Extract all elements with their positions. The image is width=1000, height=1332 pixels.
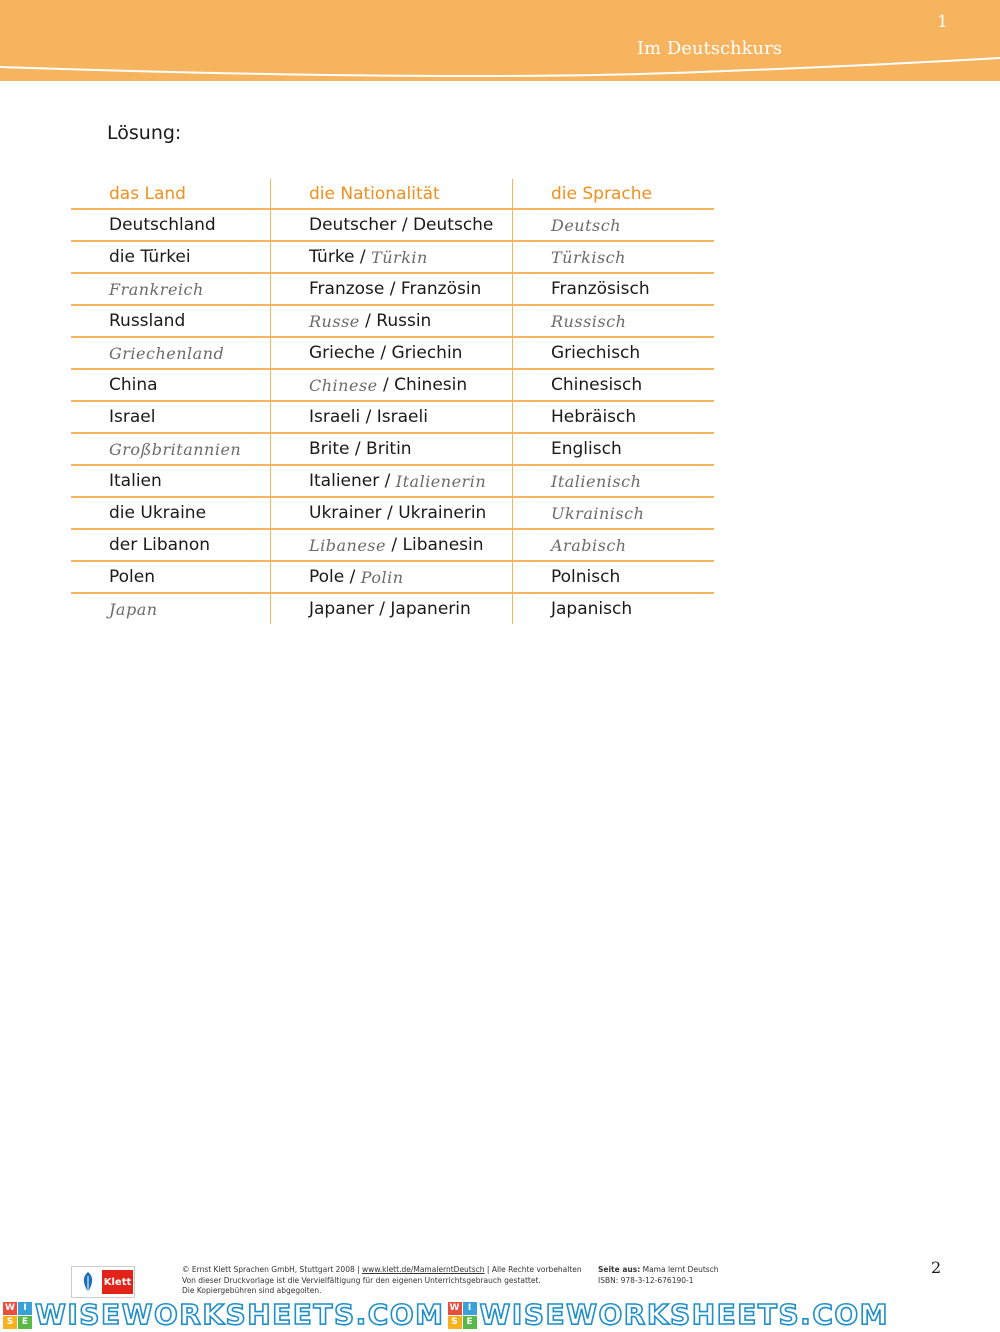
table-row [71, 498, 714, 530]
language-value: Chinesisch [551, 375, 643, 395]
copyright-link[interactable]: www.klett.de/MamalerntDeutsch [362, 1265, 485, 1274]
language-value: Italienisch [551, 471, 642, 491]
cell-land [71, 306, 271, 336]
land-value: Polen [109, 567, 156, 587]
cell-nationality [271, 434, 513, 464]
copyright-line-3: Die Kopiergebühren sind abgegolten. [182, 1286, 322, 1295]
nationality-masculine: Grieche [309, 343, 375, 363]
land-value: die Türkei [109, 247, 191, 267]
nationality-feminine: Deutsche [412, 215, 494, 235]
table-row [71, 242, 714, 274]
nationality-feminine: Libanesin [402, 535, 484, 555]
land-value: die Ukraine [109, 503, 207, 523]
column-header-language: die Sprache [551, 183, 652, 204]
land-value: der Libanon [109, 535, 210, 555]
table-row [71, 370, 714, 402]
cell-land [71, 562, 271, 592]
nationality-separator: / [344, 567, 361, 587]
land-value: Deutschland [109, 215, 216, 235]
nationality-feminine: Französin [400, 279, 482, 299]
cell-nationality [271, 210, 513, 240]
source-title: Mama lernt Deutsch [640, 1265, 719, 1274]
nationality-feminine: Japanerin [390, 599, 471, 619]
cell-land [71, 242, 271, 272]
language-value: Japanisch [551, 599, 633, 619]
land-value: Griechenland [109, 343, 225, 363]
cell-land [71, 498, 271, 528]
nationality-feminine: Polin [360, 567, 404, 587]
nationality-feminine: Ukrainerin [398, 503, 487, 523]
cell-nationality [271, 338, 513, 368]
nationality-masculine: Deutscher [309, 215, 397, 235]
cell-nationality [271, 466, 513, 496]
cell-land [71, 338, 271, 368]
nationality-separator: / [377, 375, 395, 395]
cell-nationality [271, 594, 513, 624]
table-row [71, 402, 714, 434]
table-row [71, 530, 714, 562]
table-row [71, 274, 714, 306]
cell-language [513, 274, 714, 304]
language-value: Ukrainisch [551, 503, 645, 523]
cell-language [513, 306, 714, 336]
cell-language [513, 402, 714, 432]
nationality-masculine: Chinese [309, 375, 378, 395]
watermark-block [0, 1300, 445, 1330]
cell-nationality [271, 274, 513, 304]
cell-language [513, 210, 714, 240]
nationality-table [71, 179, 714, 624]
watermark-cubes-icon: W I S E [3, 1302, 32, 1329]
cell-nationality [271, 402, 513, 432]
nationality-separator: / [379, 471, 396, 491]
table-row [71, 594, 714, 624]
cell-land [71, 210, 271, 240]
cell-language [513, 466, 714, 496]
language-value: Französisch [551, 279, 650, 299]
nationality-separator: / [359, 311, 377, 331]
nationality-feminine: Chinesin [394, 375, 468, 395]
copyright-prefix: © Ernst Klett Sprachen GmbH, Stuttgart 2008 | [182, 1265, 363, 1274]
nationality-separator: / [360, 407, 377, 427]
cell-nationality [271, 306, 513, 336]
table-row [71, 338, 714, 370]
footer-source [598, 1265, 719, 1286]
cell-language [513, 242, 714, 272]
nationality-feminine: Italienerin [395, 471, 487, 491]
nationality-feminine: Russin [376, 311, 432, 331]
cell-nationality [271, 242, 513, 272]
nationality-masculine: Israeli [309, 407, 361, 427]
copyright-line-2: Von dieser Druckvorlage ist die Vervielfältigung für den eigenen Unterrichtsgebrauch gestattet. [182, 1275, 541, 1285]
cell-land [71, 434, 271, 464]
cell-nationality [271, 562, 513, 592]
copyright-suffix: | Alle Rechte vorbehalten [484, 1265, 582, 1274]
nationality-masculine: Türke [309, 247, 355, 267]
column-header-nationality: die Nationalität [271, 179, 513, 208]
watermark-cubes-icon: W I S E [448, 1302, 477, 1329]
klett-logo-text: Klett [102, 1270, 133, 1294]
cell-nationality [271, 370, 513, 400]
source-label: Seite aus: [598, 1265, 641, 1274]
land-value: Großbritannien [109, 439, 242, 459]
cell-land [71, 594, 271, 624]
solution-heading: Lösung: [107, 122, 182, 144]
nationality-masculine: Brite [309, 439, 350, 459]
nationality-masculine: Italiener [309, 471, 380, 491]
land-value: Italien [109, 471, 162, 491]
footer-copyright [182, 1265, 582, 1297]
nationality-masculine: Russe [309, 311, 360, 331]
cell-language [513, 338, 714, 368]
cell-land [71, 530, 271, 560]
nationality-separator: / [381, 503, 399, 523]
table-row [71, 562, 714, 594]
header-page-number: 1 [937, 12, 948, 32]
cell-land [71, 402, 271, 432]
watermark-banner [0, 1298, 1000, 1332]
klett-leaf-icon [77, 1270, 99, 1294]
table-row [71, 306, 714, 338]
source-isbn: ISBN: 978-3-12-676190-1 [598, 1275, 694, 1285]
land-value: China [109, 375, 158, 395]
footer-page-number: 2 [931, 1258, 942, 1277]
cell-language [513, 498, 714, 528]
language-value: Englisch [551, 439, 622, 459]
cell-language [513, 434, 714, 464]
nationality-feminine: Türkin [371, 247, 428, 267]
language-value: Türkisch [551, 247, 626, 267]
cell-land [71, 274, 271, 304]
nationality-separator: / [349, 439, 367, 459]
language-value: Deutsch [551, 215, 622, 235]
cell-language [513, 530, 714, 560]
nationality-masculine: Libanese [309, 535, 386, 555]
language-value: Griechisch [551, 343, 641, 363]
nationality-separator: / [396, 215, 413, 235]
page-header [0, 0, 1000, 81]
nationality-masculine: Franzose [309, 279, 385, 299]
watermark-text: WISEWORKSHEETS.COM [479, 1298, 890, 1331]
watermark-block-2 [445, 1300, 890, 1330]
language-value: Arabisch [551, 535, 627, 555]
nationality-separator: / [354, 247, 372, 267]
cell-land [71, 370, 271, 400]
cell-nationality [271, 530, 513, 560]
nationality-separator: / [385, 535, 403, 555]
nationality-feminine: Britin [366, 439, 412, 459]
klett-logo [71, 1266, 135, 1298]
table-row [71, 466, 714, 498]
land-value: Russland [109, 311, 186, 331]
land-value: Israel [109, 407, 156, 427]
cell-language [513, 370, 714, 400]
language-value: Russisch [551, 311, 627, 331]
header-title: Im Deutschkurs [636, 38, 782, 59]
table-row [71, 434, 714, 466]
nationality-masculine: Japaner [309, 599, 374, 619]
nationality-masculine: Ukrainer [309, 503, 382, 523]
watermark-text: WISEWORKSHEETS.COM [35, 1298, 445, 1331]
nationality-separator: / [374, 343, 392, 363]
table-body [71, 210, 714, 624]
land-value: Japan [109, 599, 158, 619]
cell-language [513, 562, 714, 592]
language-value: Polnisch [551, 567, 621, 587]
nationality-feminine: Griechin [391, 343, 463, 363]
table-header-row [71, 179, 714, 210]
nationality-separator: / [373, 599, 391, 619]
header-curve-line [0, 0, 1000, 81]
nationality-separator: / [384, 279, 401, 299]
nationality-feminine: Israeli [376, 407, 428, 427]
nationality-masculine: Pole [309, 567, 345, 587]
column-header-land: das Land [71, 179, 271, 208]
table-row [71, 210, 714, 242]
land-value: Frankreich [109, 279, 204, 299]
cell-land [71, 466, 271, 496]
language-value: Hebräisch [551, 407, 637, 427]
cell-nationality [271, 498, 513, 528]
cell-language [513, 594, 714, 624]
